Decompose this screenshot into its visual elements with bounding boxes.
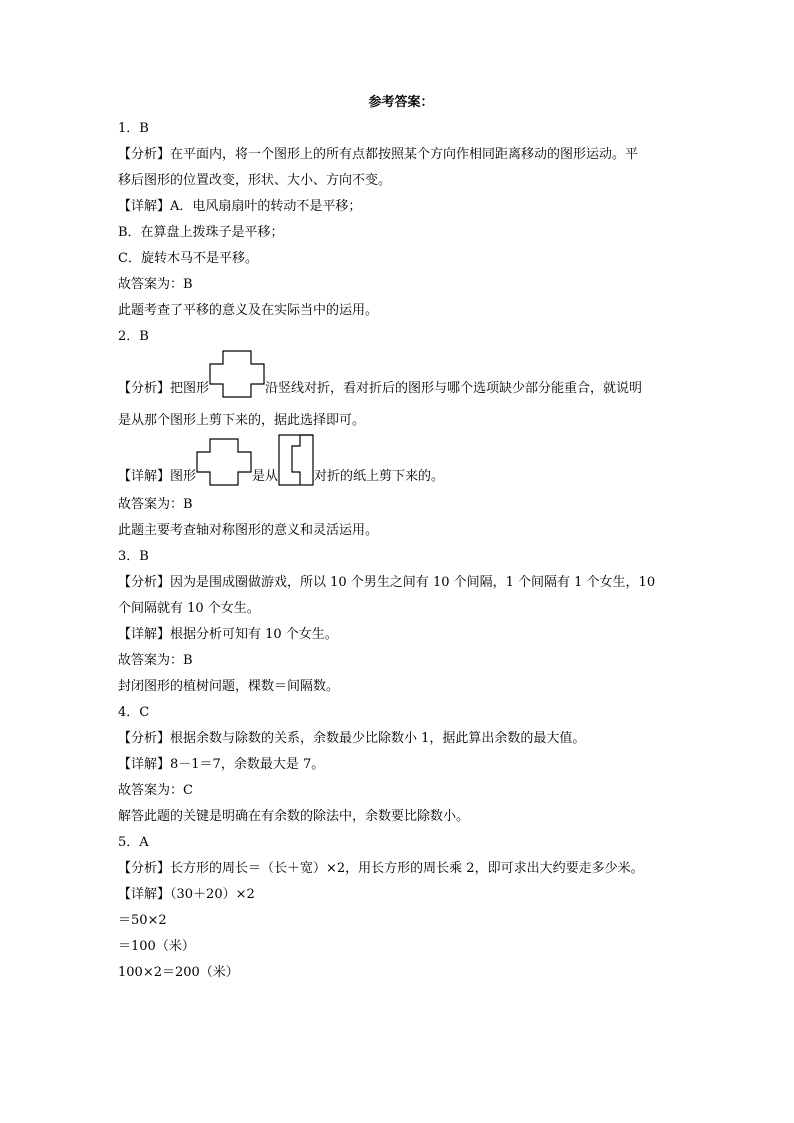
q2-answer: 2．B <box>118 329 149 344</box>
q5-step-1: ＝50×2 <box>118 913 167 928</box>
q1-answer: 1．B <box>118 121 149 136</box>
q3-conclusion: 故答案为：B <box>118 653 193 668</box>
q3-analysis-line-2: 个间隔就有 10 个女生。 <box>118 601 260 616</box>
q4-answer: 4．C <box>118 705 150 720</box>
q1-conclusion: 故答案为：B <box>118 277 193 292</box>
cross-shape-figure <box>209 350 265 398</box>
q1-analysis-line-2: 移后图形的位置改变，形状、大小、方向不变。 <box>118 173 392 188</box>
q3-answer: 3．B <box>118 549 149 564</box>
q3-analysis-line-1: 【分析】因为是围成圈做游戏，所以 10 个男生之间有 10 个间隔，1 个间隔有 1 个女生，10 <box>118 575 656 590</box>
q5-step-3: 100×2＝200（米） <box>118 965 239 980</box>
q3-comment: 封闭图形的植树问题，棵数＝间隔数。 <box>118 679 340 694</box>
q5-answer: 5．A <box>118 835 149 850</box>
q2-analysis-text-b: 沿竖线对折，看对折后的图形与哪个选项缺少部分能重合，就说明 <box>265 381 643 396</box>
q5-step-2: ＝100（米） <box>118 939 195 954</box>
q1-detail-line-3: C．旋转木马不是平移。 <box>118 251 258 266</box>
q1-analysis-line-1: 【分析】在平面内，将一个图形上的所有点都按照某个方向作相同距离移动的图形运动。平 <box>118 147 639 162</box>
q4-comment: 解答此题的关键是明确在有余数的除法中，余数要比除数小。 <box>118 809 470 824</box>
q1-detail-line-2: B．在算盘上拨珠子是平移； <box>118 225 284 240</box>
page-title: 参考答案： <box>368 95 434 110</box>
folded-paper-figure <box>278 434 314 486</box>
q2-detail-text-b: 是从 <box>252 469 279 484</box>
q2-comment: 此题主要考查轴对称图形的意义和灵活运用。 <box>118 523 379 538</box>
q2-detail-text-c: 对折的纸上剪下来的。 <box>314 469 445 484</box>
q4-conclusion: 故答案为：C <box>118 783 193 798</box>
cross-shape-figure-2 <box>196 438 252 486</box>
q1-comment: 此题考查了平移的意义及在实际当中的运用。 <box>118 303 379 318</box>
q2-analysis-text-a: 【分析】把图形 <box>118 381 210 396</box>
q2-detail-line-1 <box>118 434 684 492</box>
q5-detail-line-1: 【详解】（30＋20）×2 <box>118 887 255 902</box>
q2-analysis-line-2: 是从那个图形上剪下来的，据此选择即可。 <box>118 413 366 428</box>
q2-detail-text-a: 【详解】图形 <box>118 469 197 484</box>
q2-analysis-line-1 <box>118 350 684 408</box>
q4-analysis-line-1: 【分析】根据余数与除数的关系，余数最少比除数小 1，据此算出余数的最大值。 <box>118 731 586 746</box>
q5-analysis-line-1: 【分析】长方形的周长＝（长＋宽）×2，用长方形的周长乘 2，即可求出大约要走多少米。 <box>118 861 644 876</box>
q4-detail-line-1: 【详解】8－1＝7，余数最大是 7。 <box>118 757 325 772</box>
q3-detail-line-1: 【详解】根据分析可知有 10 个女生。 <box>118 627 338 642</box>
q1-detail-line-1: 【详解】A．电风扇扇叶的转动不是平移； <box>118 199 362 214</box>
q2-conclusion: 故答案为：B <box>118 497 193 512</box>
answer-key <box>118 92 684 986</box>
